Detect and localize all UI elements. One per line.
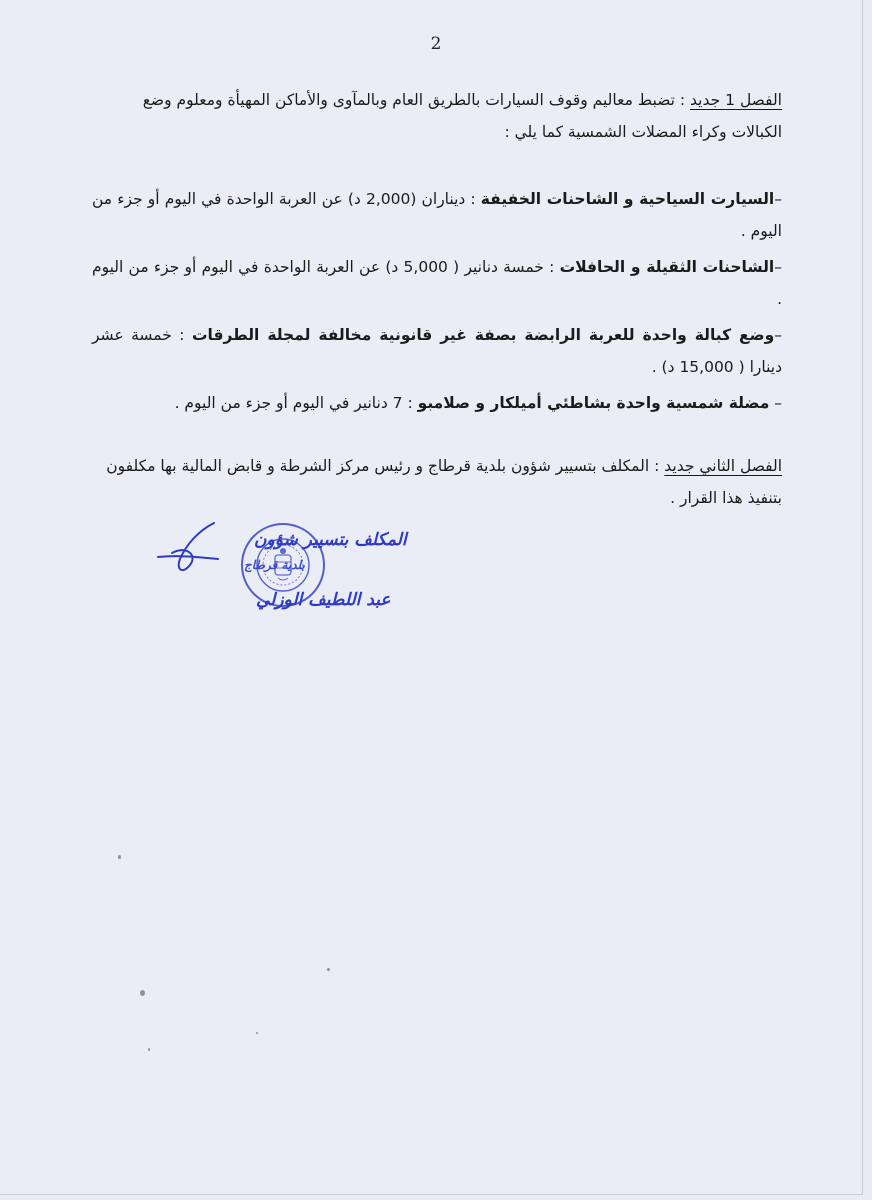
fee-item-heavy-trucks: –الشاحنات الثقيلة و الحافلات : خمسة دنانير ( 5,000 د) عن العربة الواحدة في اليوم أو جزء من اليوم . [92, 258, 782, 308]
fee-item-detail: : ديناران (2,000 د) عن العربة الواحدة في اليوم أو جزء من اليوم . [92, 190, 782, 240]
signature-line3: عبد اللطيف الوزلي [256, 590, 391, 610]
fee-item-name: السيارت السياحية و الشاحنات الخفيفة [480, 190, 775, 208]
scan-speck [148, 1048, 150, 1051]
signature-line2: بلدية قرطاج [244, 558, 305, 572]
article-2 [92, 450, 782, 514]
article-2-text: : المكلف بتسيير شؤون بلدية قرطاج و رئيس مركز الشرطة و قابض المالية بها مكلفون بتنفيذ هذا القرار . [106, 457, 782, 507]
fee-item-wheel-clamp: –وضع كبالة واحدة للعربة الرابضة بصفة غير قانونية مخالفة لمجلة الطرقات : خمسة عشر دينارا ( 15,000 د) . [92, 326, 783, 376]
article-1 [92, 84, 782, 148]
fee-item-tourist-cars: –السيارت السياحية و الشاحنات الخفيفة : ديناران (2,000 د) عن العربة الواحدة في اليوم أو جزء من اليوم . [92, 190, 782, 240]
signature-line1: المكلف بتسيير شؤون [254, 530, 407, 550]
fee-item-detail: : خمسة دنانير ( 5,000 د) عن العربة الواحدة في اليوم أو جزء من اليوم . [92, 258, 782, 308]
article-1-label: الفصل 1 جديد [690, 91, 782, 109]
article-1-text-line1: : تضبط معاليم وقوف السيارات بالطريق العام وبالمآوى والأماكن المهيأة ومعلوم وضع [142, 91, 691, 109]
scan-speck [118, 855, 121, 859]
scan-speck [140, 990, 145, 996]
fee-item-detail: : 7 دنانير في اليوم أو جزء من اليوم . [174, 394, 418, 412]
article-1-text-line2: الكبالات وكراء المضلات الشمسية كما يلي : [504, 123, 782, 141]
fee-item-name: الشاحنات الثقيلة و الحافلات [559, 258, 775, 276]
fee-item-parasol: – مضلة شمسية واحدة بشاطئي أميلكار و صلامبو : 7 دنانير في اليوم أو جزء من اليوم . [174, 394, 782, 412]
fee-list [92, 183, 782, 423]
scan-speck [327, 968, 330, 971]
handwritten-signature [94, 515, 407, 615]
fee-item-detail: : خمسة عشر دينارا ( 15,000 د) . [92, 326, 782, 376]
article-2-label: الفصل الثاني جديد [664, 457, 782, 475]
fee-item-name: مضلة شمسية واحدة بشاطئي أميلكار و صلامبو [417, 394, 770, 412]
page-number: 2 [430, 34, 442, 54]
scan-speck [256, 1032, 258, 1034]
fee-item-name: وضع كبالة واحدة للعربة الرابضة بصفة غير قانونية مخالفة لمجلة الطرقات [191, 326, 775, 344]
